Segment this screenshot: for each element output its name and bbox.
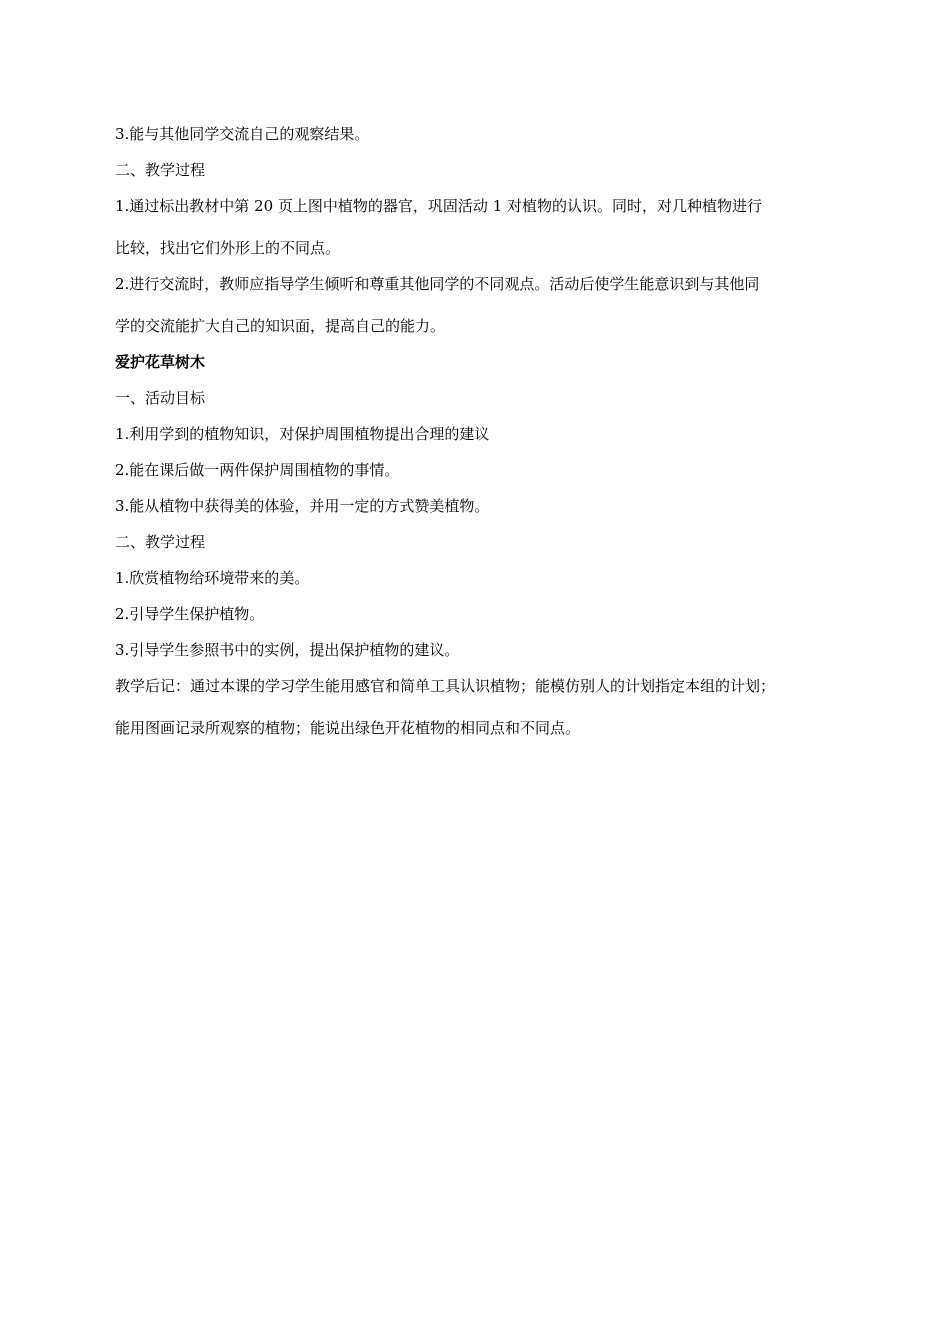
goal-item-2: 2.能在课后做一两件保护周围植物的事情。 <box>115 461 400 479</box>
document-body <box>115 124 860 738</box>
process-item-2: 2.进行交流时，教师应指导学生倾听和尊重其他同学的不同观点。活动后使学生能意识到与其他同 <box>115 275 760 293</box>
step-item-2: 2.引导学生保护植物。 <box>115 605 265 623</box>
goal-item-3: 3.能从植物中获得美的体验，并用一定的方式赞美植物。 <box>115 497 490 515</box>
process-item-2-cont: 学的交流能扩大自己的知识面，提高自己的能力。 <box>115 317 446 335</box>
teaching-notes: 教学后记：通过本课的学习学生能用感官和简单工具认识植物；能模仿别人的计划指定本组的计划； <box>115 677 776 695</box>
process-item-1: 1.通过标出教材中第 20 页上图中植物的器官，巩固活动 1 对植物的认识。同时，对几种植物进行 <box>115 197 763 215</box>
lesson-title: 爱护花草树木 <box>115 353 206 371</box>
section-heading-teaching-process-2: 二、教学过程 <box>115 533 206 551</box>
teaching-notes-cont: 能用图画记录所观察的植物；能说出绿色开花植物的相同点和不同点。 <box>115 719 581 737</box>
objective-item-3: 3.能与其他同学交流自己的观察结果。 <box>115 125 370 143</box>
step-item-3: 3.引导学生参照书中的实例，提出保护植物的建议。 <box>115 641 460 659</box>
step-item-1: 1.欣赏植物给环境带来的美。 <box>115 569 310 587</box>
process-item-1-cont: 比较，找出它们外形上的不同点。 <box>115 239 341 257</box>
section-heading-teaching-process: 二、教学过程 <box>115 161 206 179</box>
goal-item-1: 1.利用学到的植物知识，对保护周围植物提出合理的建议 <box>115 425 490 443</box>
section-heading-activity-goals: 一、活动目标 <box>115 389 206 407</box>
